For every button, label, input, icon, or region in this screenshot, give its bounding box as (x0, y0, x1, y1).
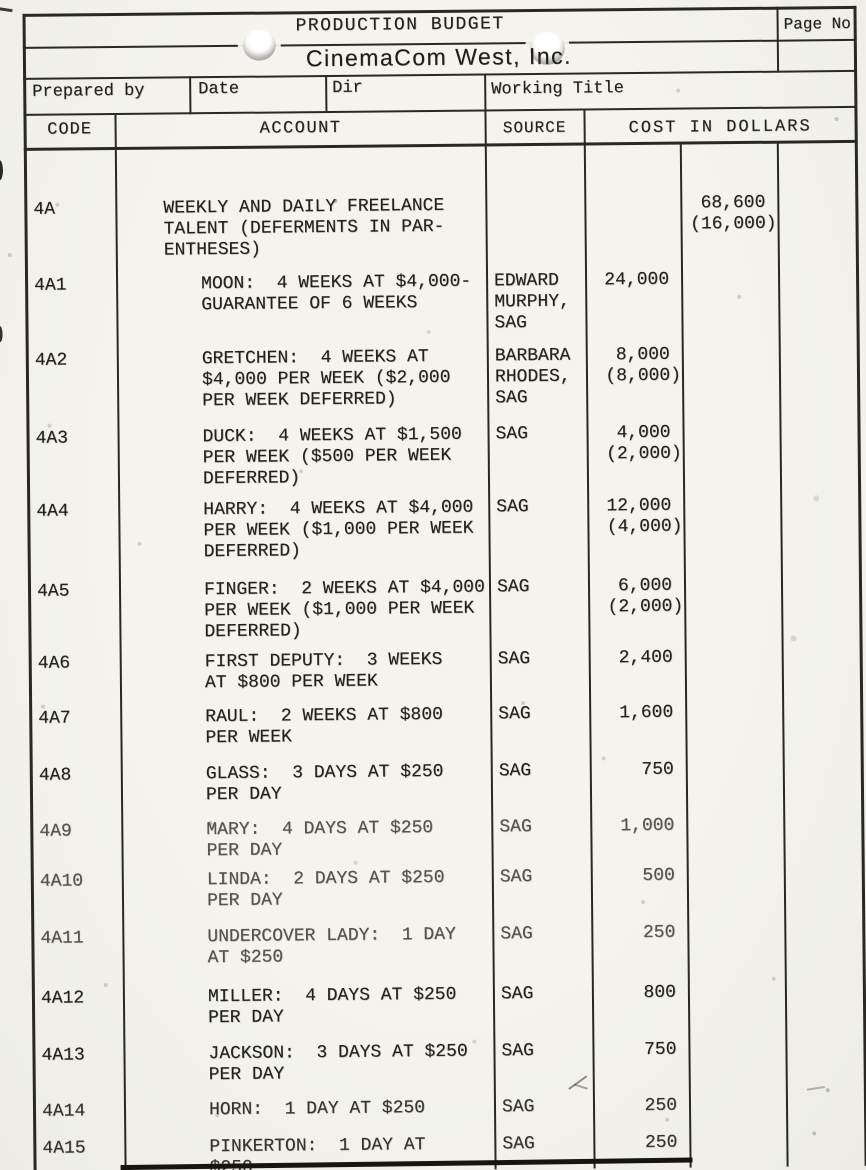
row-source: SAG (498, 761, 532, 782)
row-code: 4A8 (38, 765, 72, 786)
row-source: EDWARD MURPHY, SAG (493, 270, 571, 334)
row-code: 4A11 (40, 928, 84, 949)
row-account: DUCK: 4 WEEKS AT $1,500 PER WEEK ($500 PER WEEK DEFERRED) (202, 424, 462, 490)
row-category-total (686, 815, 783, 858)
row-account: MARY: 4 DAYS AT $250 PER DAY (206, 818, 434, 862)
row-code: 4A2 (34, 350, 68, 371)
row-source: SAG (500, 984, 534, 1005)
budget-row-4a5 (28, 574, 861, 645)
row-account: HORN: 1 DAY AT $250 (208, 1098, 426, 1121)
row-cost: 4,000 (2,000) (606, 422, 682, 465)
budget-row-4a (24, 192, 857, 263)
column-header-source: SOURCE (502, 118, 567, 138)
row-code: 4A14 (41, 1101, 86, 1122)
budget-row-4a4 (27, 494, 860, 565)
pencil-smudge (565, 1072, 597, 1092)
row-code: 4A9 (39, 821, 72, 842)
table-grid-lines (0, 0, 860, 4)
row-account: MOON: 4 WEEKS AT $4,000- GUARANTEE OF 6 WEEKS (201, 271, 472, 316)
row-code: 4A1 (34, 275, 67, 296)
row-account: HARRY: 4 WEEKS AT $4,000 PER WEEK ($1,000 PER WEEK DEFERRED) (203, 497, 474, 563)
pencil-smudge (805, 1082, 835, 1094)
row-category-total (682, 344, 780, 408)
row-cost: 6,000 (2,000) (607, 575, 684, 618)
row-code: 4A6 (37, 653, 71, 674)
row-category-total (687, 922, 784, 965)
row-code: 4A15 (42, 1138, 86, 1159)
row-cost: 250 (644, 1095, 678, 1116)
row-code: 4A10 (39, 871, 84, 892)
budget-row-4a3 (26, 421, 859, 492)
row-category-total (687, 865, 784, 908)
row-source: BARBARA RHODES, SAG (494, 345, 571, 409)
row-category-total (689, 1095, 786, 1117)
row-account: GLASS: 3 DAYS AT $250 PER DAY (205, 761, 444, 806)
row-cost: 750 (641, 759, 674, 781)
page-no-label: Page No (783, 14, 851, 34)
working-title-label: Working Title (491, 79, 624, 100)
budget-row-4a13 (32, 1038, 864, 1088)
budget-table-body (24, 140, 866, 1170)
row-source: SAG (495, 424, 529, 445)
prepared-by-label: Prepared by (32, 81, 145, 102)
budget-row-4a9 (30, 814, 862, 864)
row-account: FINGER: 2 WEEKS AT $4,000 PER WEEK ($1,000 PER WEEK DEFERRED) (203, 577, 485, 643)
row-category-total (688, 982, 785, 1025)
row-account: GRETCHEN: 4 WEEKS AT $4,000 PER WEEK ($2,000 PER WEEK DEFERRED) (201, 347, 451, 412)
row-account: RAUL: 2 WEEKS AT $800 PER WEEK (205, 704, 443, 749)
row-cost: 800 (643, 982, 677, 1003)
row-source: SAG (499, 867, 533, 888)
row-cost: 750 (643, 1039, 677, 1060)
budget-row-4a11 (31, 921, 863, 971)
row-account: FIRST DEPUTY: 3 WEEKS AT $800 PER WEEK (204, 649, 443, 694)
budget-row-4a1 (25, 268, 858, 339)
row-cost: 1,600 (619, 702, 674, 724)
budget-row-4a7 (29, 701, 861, 751)
row-category-total (686, 759, 783, 802)
row-category-total (688, 1039, 785, 1082)
row-category-total (685, 647, 782, 690)
row-code: 4A4 (36, 501, 69, 522)
row-category-total: 68,600 (16,000) (690, 192, 777, 235)
scan-edge-mark (0, 326, 3, 342)
row-category-total (684, 575, 782, 639)
row-source: SAG (502, 1134, 535, 1155)
row-source: SAG (496, 577, 530, 598)
row-source: SAG (501, 1097, 535, 1118)
row-account: WEEKLY AND DAILY FREELANCE TALENT (DEFERMENTS IN PAR- ENTHESES) (163, 195, 445, 261)
row-cost: 250 (644, 1132, 678, 1153)
row-account: LINDA: 2 DAYS AT $250 PER DAY (206, 867, 445, 912)
row-account: PINKERTON: 1 DAY AT (209, 1135, 426, 1158)
row-code: 4A12 (40, 988, 85, 1009)
budget-row-4a6 (29, 646, 861, 696)
scan-corner-mark (0, 7, 13, 12)
budget-row-4a10 (31, 864, 863, 914)
row-source: SAG (499, 817, 532, 838)
company-name: CinemaCom West, Inc. (305, 42, 573, 72)
row-cost: 500 (642, 865, 675, 887)
row-source (485, 195, 585, 259)
dir-label: Dir (332, 78, 363, 98)
row-category-total (689, 1132, 786, 1170)
row-cost: 1,000 (620, 815, 675, 837)
row-cost: 250 (642, 922, 676, 944)
row-source: SAG (497, 649, 531, 670)
column-header-code: CODE (47, 120, 93, 140)
row-category-total (683, 495, 781, 559)
budget-row-4a14 (33, 1094, 865, 1123)
scan-edge-mark (0, 160, 3, 180)
row-source: SAG (496, 497, 529, 518)
row-cost: 2,400 (618, 647, 673, 669)
row-category-total (682, 422, 780, 486)
row-source: SAG (500, 924, 533, 945)
row-source: SAG (498, 704, 531, 725)
row-source: SAG (501, 1041, 534, 1062)
row-code: 4A5 (36, 581, 70, 602)
row-cost: 8,000 (8,000) (605, 344, 682, 387)
column-header-account: ACCOUNT (259, 118, 342, 139)
date-label: Date (198, 79, 240, 100)
row-account: JACKSON: 3 DAYS AT $250 PER DAY (208, 1041, 468, 1086)
row-account: UNDERCOVER LADY: 1 DAY AT $250 (207, 924, 456, 969)
row-cost: 24,000 (604, 269, 670, 291)
row-cost (584, 194, 681, 258)
row-code: 4A (33, 199, 56, 220)
row-category-total (681, 269, 779, 333)
budget-row-4a12 (32, 981, 864, 1031)
form-title: PRODUCTION BUDGET (295, 14, 505, 37)
row-account: MILLER: 4 DAYS AT $250 PER DAY (207, 984, 457, 1029)
row-code: 4A7 (38, 708, 71, 729)
budget-row-4a8 (30, 758, 862, 808)
column-header-cost: COST IN DOLLARS (628, 117, 812, 139)
budget-row-4a2 (26, 343, 859, 414)
row-code: 4A13 (41, 1045, 85, 1066)
row-category-total (685, 702, 782, 745)
row-code: 4A3 (35, 428, 69, 449)
row-cost: 12,000 (4,000) (606, 495, 683, 538)
